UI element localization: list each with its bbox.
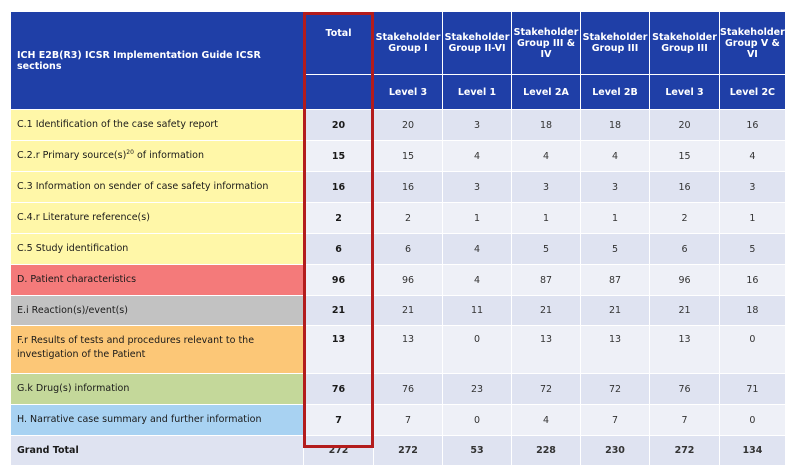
section-column-header: ICH E2B(R3) ICSR Implementation Guide ICSR sections (11, 12, 304, 110)
value-cell: 4 (720, 141, 786, 172)
value-cell: 21 (512, 296, 581, 326)
section-label (11, 234, 304, 265)
value-cell: 87 (581, 265, 650, 296)
value-cell: 0 (720, 405, 786, 436)
value-cell: 1 (581, 203, 650, 234)
total-cell: 21 (304, 296, 374, 326)
value-cell: 87 (512, 265, 581, 296)
section-label-text: G.k Drug(s) information (17, 383, 130, 394)
value-cell: 96 (374, 265, 443, 296)
value-cell: 13 (650, 326, 720, 374)
value-cell: 0 (720, 326, 786, 374)
value-cell: 3 (512, 172, 581, 203)
value-cell: 18 (581, 110, 650, 141)
value-cell: 72 (581, 374, 650, 405)
value-cell: 18 (720, 296, 786, 326)
value-cell: 3 (443, 172, 512, 203)
value-cell: 71 (720, 374, 786, 405)
value-cell: 13 (512, 326, 581, 374)
grand-total-cell: 272 (374, 436, 443, 466)
value-cell: 3 (720, 172, 786, 203)
value-cell: 4 (581, 141, 650, 172)
value-cell: 2 (650, 203, 720, 234)
value-cell: 21 (581, 296, 650, 326)
section-label-text: H. Narrative case summary and further information (17, 414, 262, 425)
value-cell: 4 (512, 141, 581, 172)
level-header: Level 2B (581, 75, 650, 110)
value-cell: 6 (650, 234, 720, 265)
grand-total-cell: 272 (650, 436, 720, 466)
footnote-marker: 20 (126, 148, 134, 156)
level-header: Level 2A (512, 75, 581, 110)
total-cell: 16 (304, 172, 374, 203)
level-header: Level 1 (443, 75, 512, 110)
section-label-text: C.4.r Literature reference(s) (17, 212, 150, 223)
table-row (11, 326, 786, 374)
total-cell: 76 (304, 374, 374, 405)
value-cell: 7 (374, 405, 443, 436)
section-label-text: C.3 Information on sender of case safety information (17, 181, 269, 192)
grand-total-cell: 230 (581, 436, 650, 466)
grand-total-cell: 53 (443, 436, 512, 466)
value-cell: 15 (650, 141, 720, 172)
grand-total-cell: 272 (304, 436, 374, 466)
total-cell: 15 (304, 141, 374, 172)
icsr-table-wrapper (11, 12, 786, 466)
value-cell: 18 (512, 110, 581, 141)
section-label-text: F.r Results of tests and procedures relevant to the investigation of the Patient (17, 335, 255, 360)
value-cell: 3 (443, 110, 512, 141)
table-row (11, 110, 786, 141)
section-label-text: C.5 Study identification (17, 243, 129, 254)
value-cell: 1 (443, 203, 512, 234)
value-cell: 5 (581, 234, 650, 265)
value-cell: 13 (581, 326, 650, 374)
table-row (11, 203, 786, 234)
value-cell: 23 (443, 374, 512, 405)
value-cell: 13 (374, 326, 443, 374)
table-row (11, 405, 786, 436)
section-label (11, 110, 304, 141)
total-cell: 7 (304, 405, 374, 436)
value-cell: 76 (650, 374, 720, 405)
value-cell: 7 (650, 405, 720, 436)
section-label (11, 326, 304, 374)
value-cell: 5 (512, 234, 581, 265)
table-row (11, 296, 786, 326)
value-cell: 4 (443, 265, 512, 296)
value-cell: 3 (581, 172, 650, 203)
section-label (11, 296, 304, 326)
level-header: Level 2C (720, 75, 786, 110)
grand-total-cell: 134 (720, 436, 786, 466)
value-cell: 96 (650, 265, 720, 296)
section-label (11, 203, 304, 234)
value-cell: 16 (720, 265, 786, 296)
section-label-text: of information (133, 150, 204, 161)
total-cell: 13 (304, 326, 374, 374)
value-cell: 16 (374, 172, 443, 203)
total-cell: 2 (304, 203, 374, 234)
section-label-text: E.i Reaction(s)/event(s) (17, 304, 128, 316)
level-header: Level 3 (374, 75, 443, 110)
value-cell: 16 (720, 110, 786, 141)
total-cell: 6 (304, 234, 374, 265)
grand-total-cell: 228 (512, 436, 581, 466)
stakeholder-group-header: Stakeholder Group I (374, 12, 443, 75)
value-cell: 2 (374, 203, 443, 234)
value-cell: 4 (443, 141, 512, 172)
value-cell: 76 (374, 374, 443, 405)
value-cell: 7 (581, 405, 650, 436)
value-cell: 4 (512, 405, 581, 436)
table-row (11, 234, 786, 265)
total-cell: 20 (304, 110, 374, 141)
section-label (11, 265, 304, 296)
value-cell: 5 (720, 234, 786, 265)
stakeholder-group-header: Stakeholder Group III (581, 12, 650, 75)
total-column-header: Total (304, 12, 374, 75)
value-cell: 6 (374, 234, 443, 265)
stakeholder-group-header: Stakeholder Group II-VI (443, 12, 512, 75)
section-label (11, 172, 304, 203)
value-cell: 16 (650, 172, 720, 203)
section-label (11, 141, 304, 172)
stakeholder-group-header: Stakeholder Group III & IV (512, 12, 581, 75)
value-cell: 21 (650, 296, 720, 326)
table-row (11, 172, 786, 203)
section-label (11, 405, 304, 436)
value-cell: 1 (512, 203, 581, 234)
table-row (11, 265, 786, 296)
value-cell: 20 (374, 110, 443, 141)
stakeholder-group-header: Stakeholder Group III (650, 12, 720, 75)
grand-total-row (11, 436, 786, 466)
table-row (11, 374, 786, 405)
value-cell: 4 (443, 234, 512, 265)
level-header: Level 3 (650, 75, 720, 110)
value-cell: 0 (443, 326, 512, 374)
grand-total-label: Grand Total (11, 436, 304, 466)
total-cell: 96 (304, 265, 374, 296)
section-label-text: C.1 Identification of the case safety report (17, 119, 219, 130)
table-row (11, 141, 786, 172)
value-cell: 72 (512, 374, 581, 405)
level-header (304, 75, 374, 110)
value-cell: 0 (443, 405, 512, 436)
value-cell: 21 (374, 296, 443, 326)
value-cell: 20 (650, 110, 720, 141)
section-label (11, 374, 304, 405)
icsr-sections-table (11, 12, 786, 466)
section-label-text: D. Patient characteristics (17, 274, 137, 285)
value-cell: 15 (374, 141, 443, 172)
stakeholder-group-header: Stakeholder Group V & VI (720, 12, 786, 75)
section-label-text: C.2.r Primary source(s) (17, 150, 127, 161)
value-cell: 11 (443, 296, 512, 326)
value-cell: 1 (720, 203, 786, 234)
